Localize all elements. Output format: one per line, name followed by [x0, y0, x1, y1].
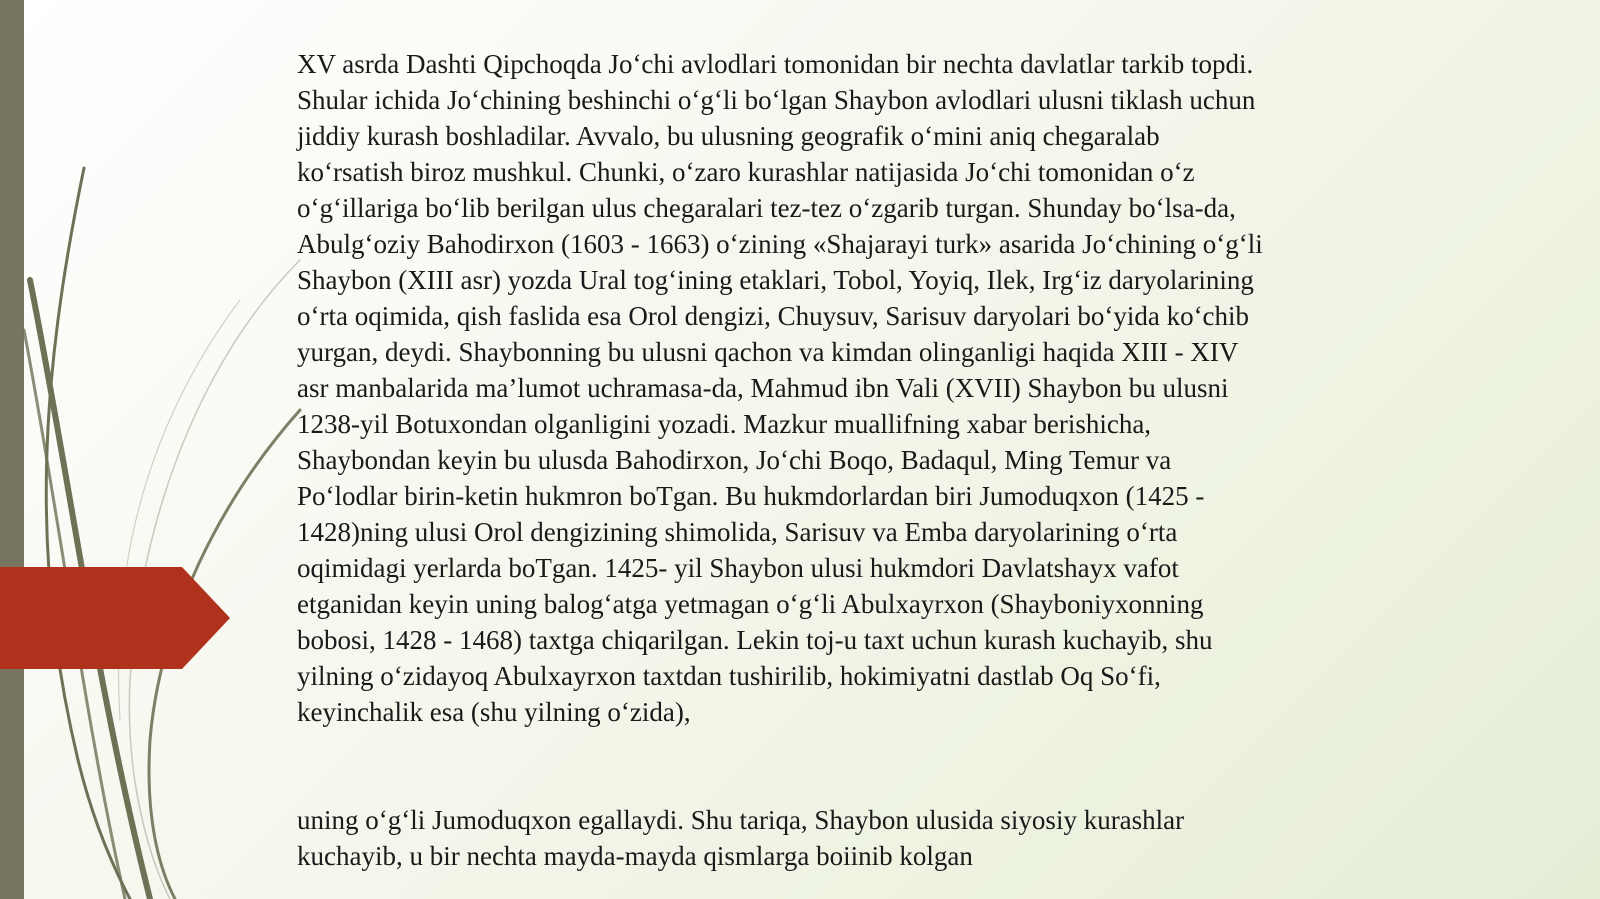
- paragraph-continuation: [297, 802, 1397, 874]
- text-line: etganidan keyin uning balog‘atga yetmagan o‘g‘li Abulxayrxon (Shayboniyxonning: [297, 589, 1204, 619]
- text-line: Po‘lodlar birin-ketin hukmron boTgan. Bu hukmdorlardan biri Jumoduqxon (1425 -: [297, 481, 1205, 511]
- text-line: oqimidagi yerlarda boTgan. 1425- yil Shaybon ulusi hukmdori Davlatshayx vafot: [297, 553, 1179, 583]
- text-line: jiddiy kurash boshladilar. Avvalo, bu ulusning geografik o‘mini aniq chegaralab: [297, 121, 1160, 151]
- text-line: kuchayib, u bir nechta mayda-mayda qismlarga boiinib kolgan: [297, 841, 973, 871]
- text-line: 1238-yil Botuxondan olganligini yozadi. Mazkur muallifning xabar berishicha,: [297, 409, 1152, 439]
- slide-text-body: [297, 46, 1397, 874]
- chevron-arrow-icon: [0, 567, 230, 669]
- text-line: Shaybon (XIII asr) yozda Ural tog‘ining etaklari, Tobol, Yoyiq, Ilek, Irg‘iz daryolarining: [297, 265, 1254, 295]
- text-line: 1428)ning ulusi Orol dengizining shimolida, Sarisuv va Emba daryolarining o‘rta: [297, 517, 1178, 547]
- text-line: yurgan, deydi. Shaybonning bu ulusni qachon va kimdan olinganligi haqida XIII - XIV: [297, 337, 1239, 367]
- paragraph-main: [297, 46, 1397, 730]
- text-line: ko‘rsatish biroz mushkul. Chunki, o‘zaro kurashlar natijasida Jo‘chi tomonidan o‘z: [297, 157, 1195, 187]
- text-line: yilning o‘zidayoq Abulxayrxon taxtdan tushirilib, hokimiyatni dastlab Oq So‘fi,: [297, 661, 1161, 691]
- text-line: keyinchalik esa (shu yilning o‘zida),: [297, 697, 691, 727]
- text-line: Shaybondan keyin bu ulusda Bahodirxon, Jo‘chi Boqo, Badaqul, Ming Temur va: [297, 445, 1172, 475]
- text-line: uning o‘g‘li Jumoduqxon egallaydi. Shu tariqa, Shaybon ulusida siyosiy kurashlar: [297, 805, 1185, 835]
- text-line: Abulg‘oziy Bahodirxon (1603 - 1663) o‘zining «Shajarayi turk» asarida Jo‘chining o‘g‘li: [297, 229, 1263, 259]
- text-line: o‘rta oqimida, qish faslida esa Orol dengizi, Chuysuv, Sarisuv daryolari bo‘yida ko‘chib: [297, 301, 1250, 331]
- text-line: o‘g‘illariga bo‘lib berilgan ulus chegaralari tez-tez o‘zgarib turgan. Shunday bo‘lsa-da,: [297, 193, 1236, 223]
- text-line: XV asrda Dashti Qipchoqda Jo‘chi avlodlari tomonidan bir nechta davlatlar tarkib topdi.: [297, 49, 1254, 79]
- swoosh-lines-decoration: [0, 0, 320, 899]
- text-line: Shular ichida Jo‘chining beshinchi o‘g‘li bo‘lgan Shaybon avlodlari ulusni tiklash uchun: [297, 85, 1256, 115]
- text-line: asr manbalarida ma’lumot uchramasa-da, Mahmud ibn Vali (XVII) Shaybon bu ulusni: [297, 373, 1229, 403]
- text-line: bobosi, 1428 - 1468) taxtga chiqarilgan. Lekin toj-u taxt uchun kurash kuchayib, shu: [297, 625, 1213, 655]
